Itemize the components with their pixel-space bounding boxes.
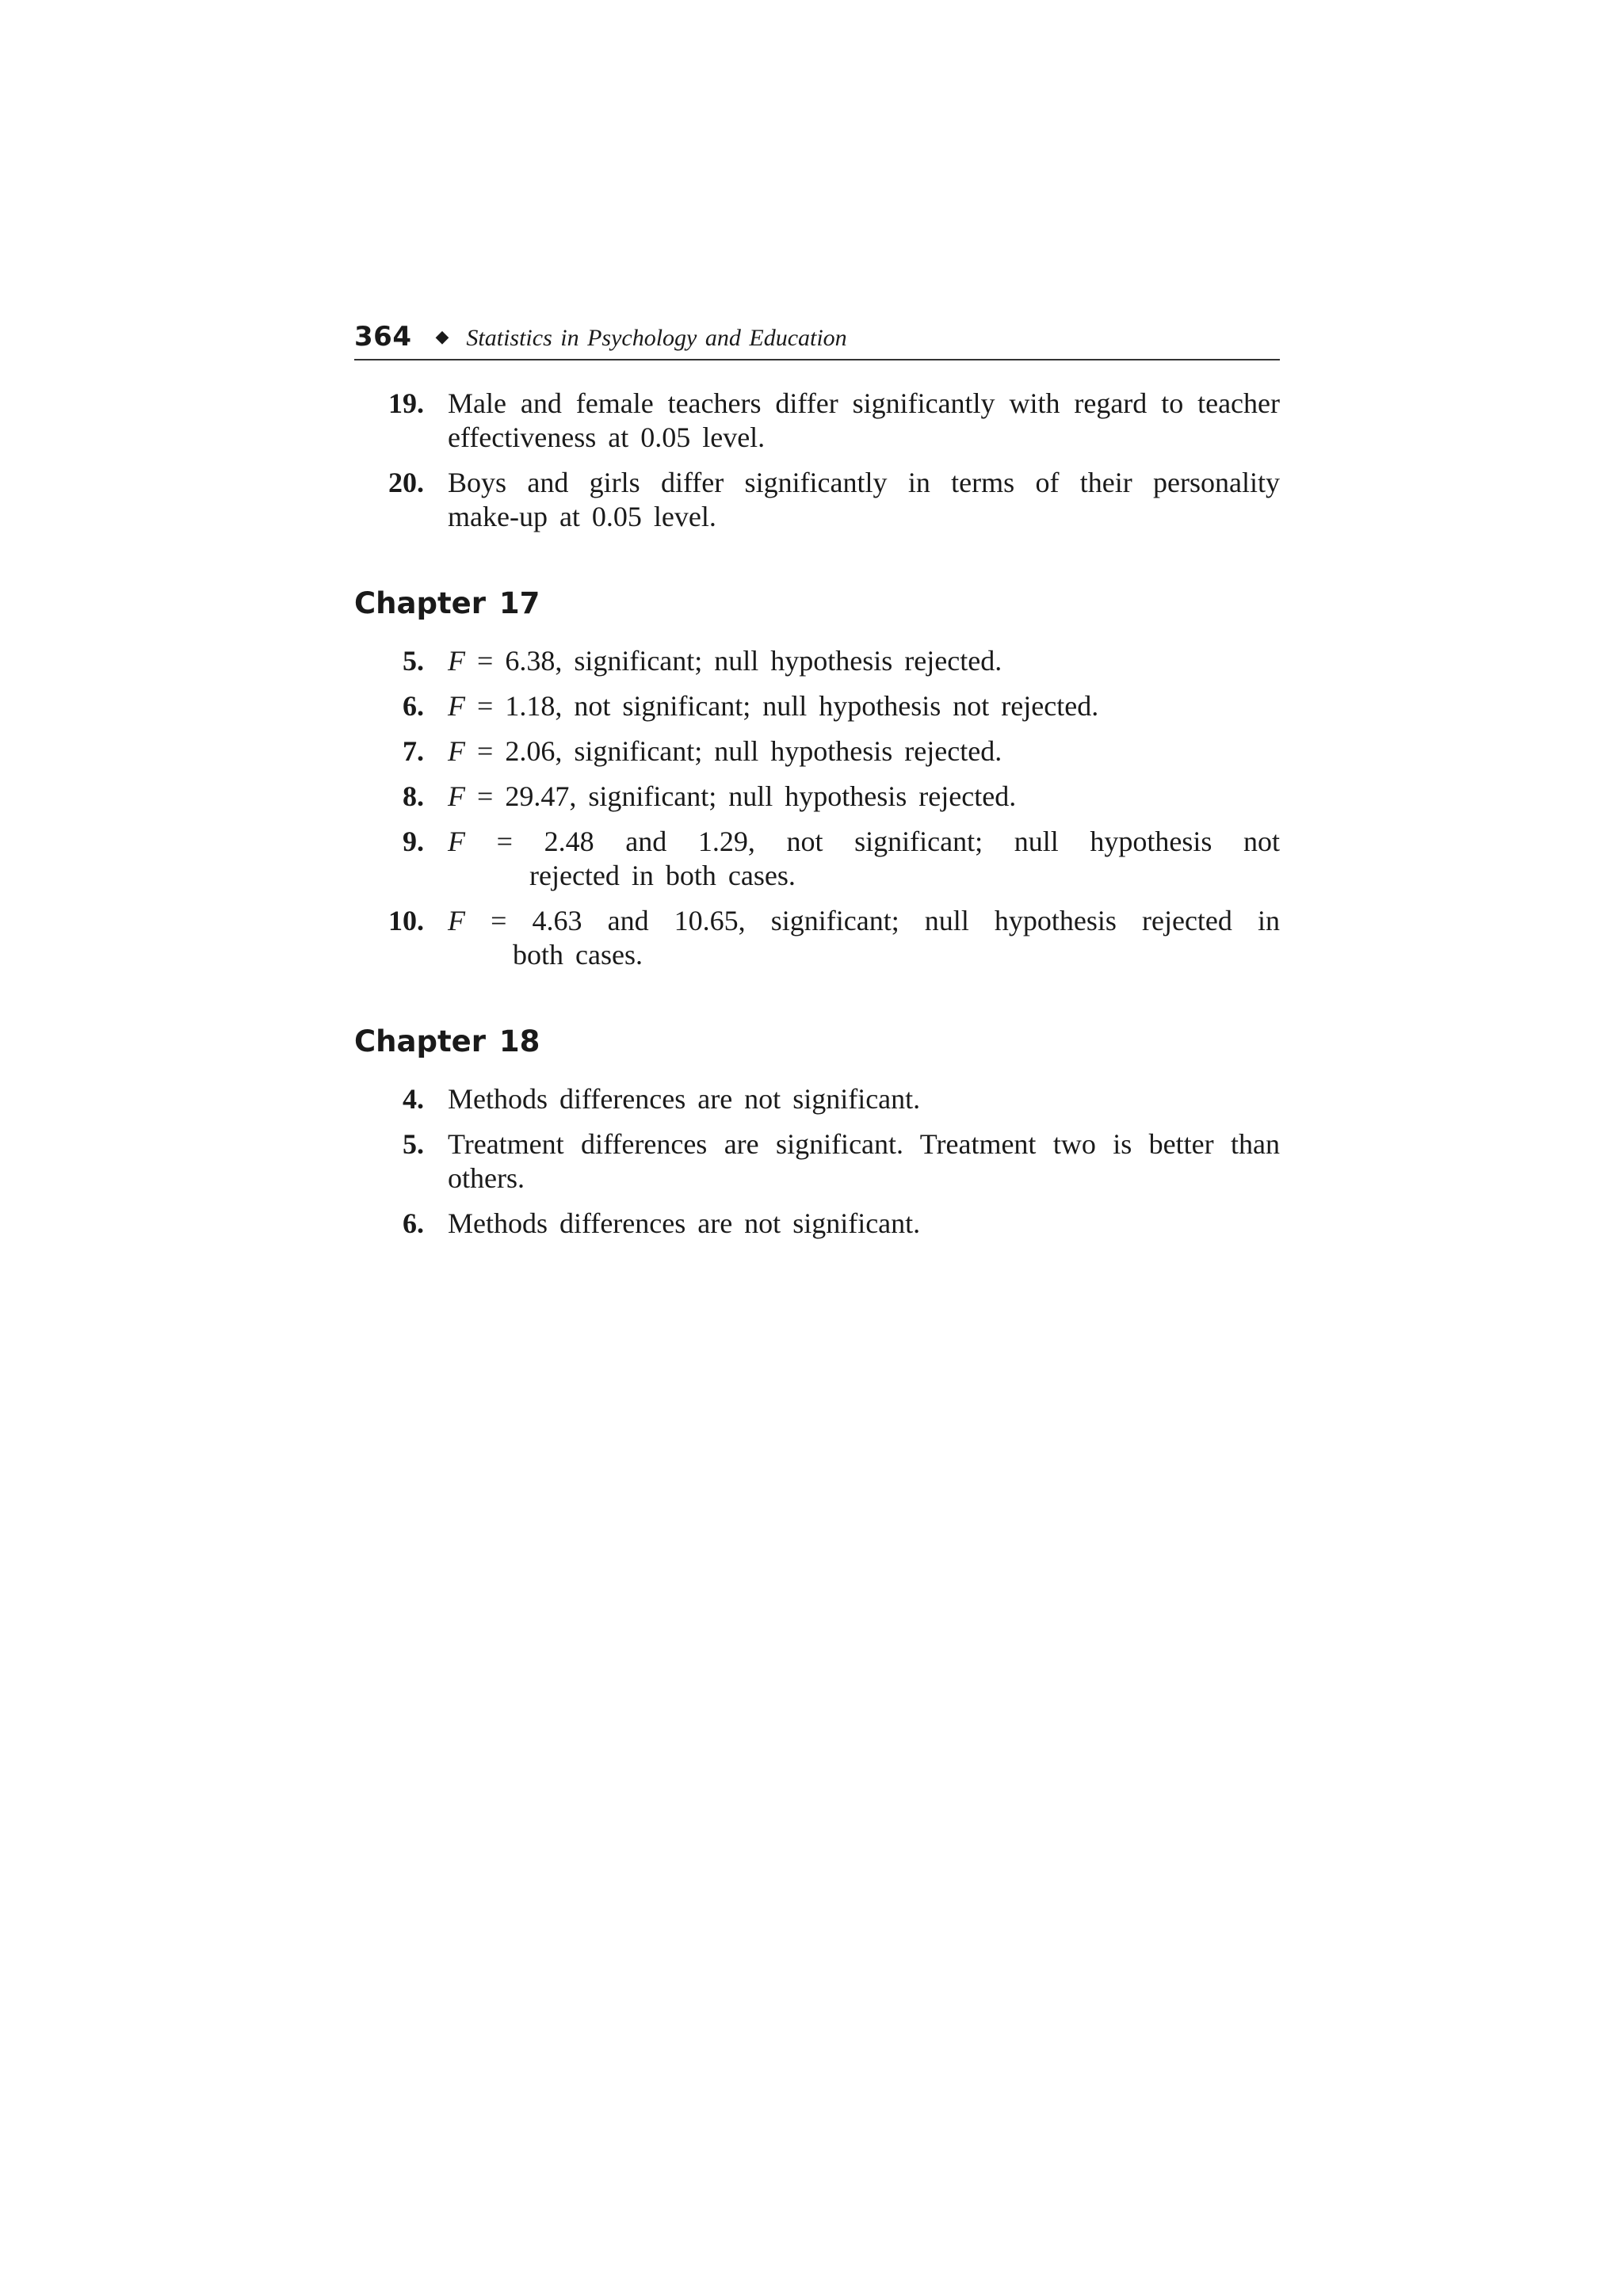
answer-number: 9. [403, 826, 424, 857]
list-item [354, 734, 1280, 769]
f-variable: F [448, 645, 465, 677]
f-variable: F [448, 735, 465, 767]
answer-text: Treatment differences are significant. Treatment two is better than others. [448, 1128, 1280, 1194]
chapter-18-heading: Chapter 18 [354, 1024, 540, 1058]
answer-text [448, 780, 1280, 814]
answer-number: 5. [403, 645, 424, 677]
list-item [354, 1207, 1280, 1241]
list-item [354, 825, 1280, 893]
answer-number: 7. [403, 735, 424, 767]
answer-text [448, 734, 1280, 769]
book-title: Statistics in Psychology and Education [466, 325, 847, 351]
answer-value: 1.18, not significant; null hypothesis not rejected. [505, 690, 1099, 722]
answer-number: 20. [388, 467, 424, 498]
answer-text [448, 689, 1280, 723]
list-item [354, 644, 1280, 678]
chapter-18-answer-list [354, 1082, 1280, 1241]
answer-number: 5. [403, 1128, 424, 1160]
chapter-17-heading: Chapter 17 [354, 586, 540, 620]
answer-number: 6. [403, 1207, 424, 1239]
f-variable: F [448, 780, 465, 812]
equals-sign: = [477, 780, 494, 812]
diamond-icon: ◆ [435, 327, 449, 347]
book-page [354, 321, 1280, 1252]
answer-number: 19. [388, 387, 424, 419]
answer-value: 2.48 and 1.29, not significant; null hypothesis not [544, 826, 1281, 857]
f-variable: F [448, 690, 465, 722]
answer-value: 4.63 and 10.65, significant; null hypothesis rejected in [532, 905, 1281, 936]
answer-number: 8. [403, 780, 424, 812]
answer-text: Methods differences are not significant. [448, 1083, 921, 1115]
list-item [354, 466, 1280, 534]
running-header [354, 321, 1280, 360]
equals-sign: = [491, 905, 507, 936]
list-item [354, 1127, 1280, 1196]
answer-number: 6. [403, 690, 424, 722]
continued-answer-list [354, 387, 1280, 534]
chapter-17-answer-list [354, 644, 1280, 972]
answer-value: 6.38, significant; null hypothesis rejected. [505, 645, 1002, 677]
answer-text: Methods differences are not significant. [448, 1207, 921, 1239]
answer-text [448, 644, 1280, 678]
f-variable: F [448, 905, 465, 936]
answer-continuation: both cases. [513, 939, 643, 971]
answer-value: 2.06, significant; null hypothesis rejected. [505, 735, 1002, 767]
equals-sign: = [477, 690, 494, 722]
answer-text [448, 825, 1280, 893]
list-item [354, 780, 1280, 814]
answer-number: 10. [388, 905, 424, 936]
answer-text: Male and female teachers differ significantly with regard to teacher effectiveness at 0.05 level. [448, 387, 1280, 453]
list-item [354, 1082, 1280, 1116]
page-number: 364 [354, 321, 412, 353]
answer-continuation: rejected in both cases. [529, 860, 796, 891]
answer-text: Boys and girls differ significantly in terms of their personality make-up at 0.05 level. [448, 467, 1280, 532]
answer-text [448, 904, 1280, 972]
equals-sign: = [477, 735, 494, 767]
list-item [354, 387, 1280, 455]
answer-number: 4. [403, 1083, 424, 1115]
f-variable: F [448, 826, 465, 857]
equals-sign: = [496, 826, 513, 857]
list-item [354, 689, 1280, 723]
equals-sign: = [477, 645, 494, 677]
answer-value: 29.47, significant; null hypothesis rejected. [505, 780, 1017, 812]
list-item [354, 904, 1280, 972]
